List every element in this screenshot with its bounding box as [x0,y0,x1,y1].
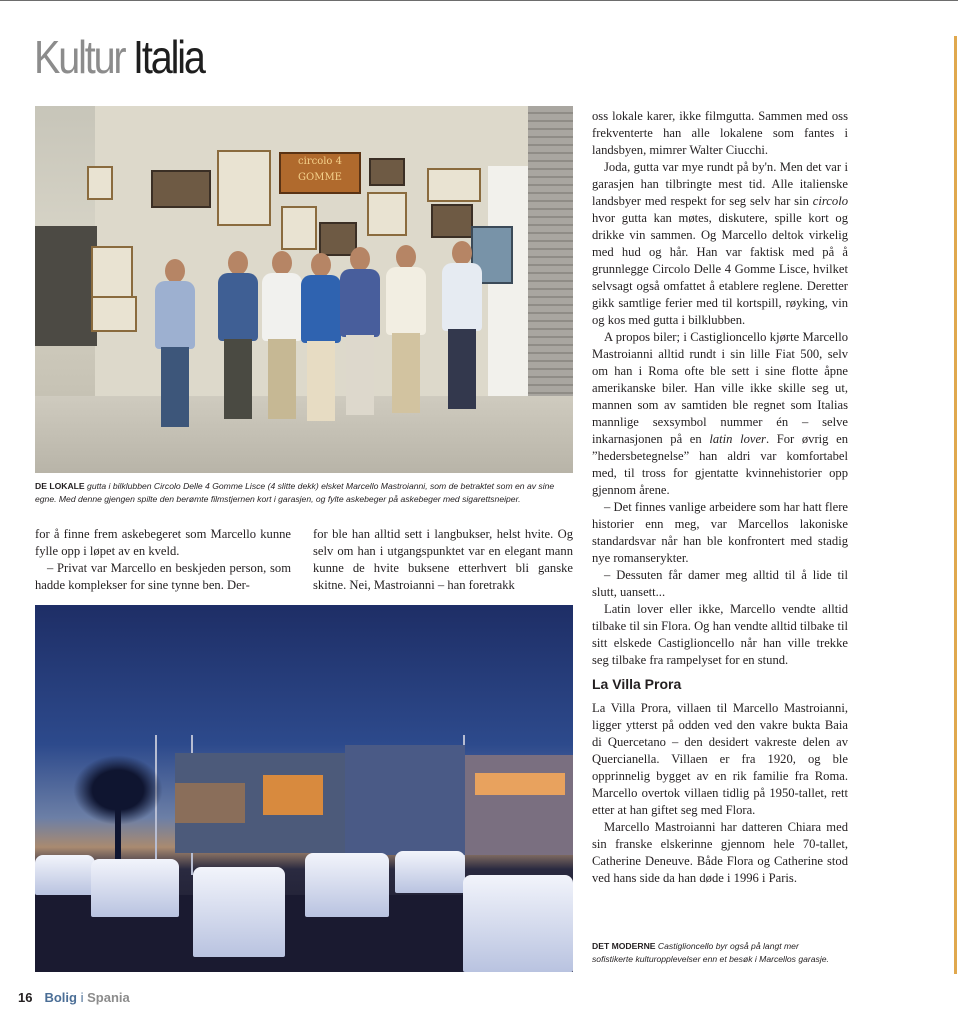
wall-picture [367,192,407,236]
page-edge-accent [954,36,957,974]
article-column-1 [35,526,291,594]
page-number: 16 [18,990,33,1005]
dining-table [91,859,179,917]
villa-building [465,755,573,855]
paragraph: for å finne frem askebegeret som Marcello kunne fylle opp i løpet av en kveld. [35,527,291,558]
section-label-light: Kultur [34,31,125,83]
magazine-name: Bolig [44,990,77,1005]
caption-text: gutta i bilklubben Circolo Delle 4 Gomme Lisce (4 slitte dekk) elsket Marcello Mastroianni, som de betraktet som en av sine egne. Med denne gjengen spilte den berømte filmstjernen kort i garasjen, og fylte askebeger på askebeger med sigarettsneiper. [35,481,555,504]
club-member [379,245,433,451]
caption-lead: DET MODERNE [592,941,656,951]
paragraph: La Villa Prora, villaen til Marcello Mastroianni, ligger ytterst på odden ved den vakre bukta Baia di Quercetano – den desidert vakreste delen av Quercianella. Villaen er fra 1920, og ble opprinnelig bygget av en rik familie fra Roma. Marcello overtok villaen tidlig på 1950-tallet, rett etter at han giftet seg med Flora. [592,701,848,817]
paragraph: Joda, gutta var mye rundt på by'n. Men det var i garasjen han tilbringte mest tid. Alle italienske landsbyer med respekt for seg selv har sin circolo hvor gutta kan møtes, diskutere, spille kort og drikke vin sammen. Og Marcello deltok virkelig med hud og hår. Han var faktisk med på å grunnlegge Circolo Delle 4 Gomme Lisce, hvilket selvsagt også omfattet å etablere reglene. Deretter gikk samtlige ferier med til kortspill, røyking, vin og kos med gutta i bilklubben. [592,160,848,327]
paragraph: – Privat var Marcello en beskjeden person, som hadde komplekser for sine tynne ben. Der- [35,561,291,592]
club-member [335,247,385,451]
dining-table [395,851,465,893]
photo2-caption [592,940,832,966]
paragraph: oss lokale karer, ikke filmgutta. Sammen med oss frekventerte han alle lokalene som fantes i landsbyen, mimrer Walter Ciucchi. [592,109,848,157]
club-member [433,241,491,451]
dining-table [35,855,95,895]
villa-section-body [592,700,848,887]
page-footer [18,990,130,1005]
photo-villa-evening-event [35,605,573,972]
wall-picture [369,158,405,186]
dining-table [193,867,285,957]
article-column-2 [313,526,573,594]
photo-car-club-garage [35,106,573,473]
caption-lead: DE LOKALE [35,481,85,491]
section-heading-villa: La Villa Prora [592,676,682,692]
magazine-name-secondary: Spania [87,990,130,1005]
paragraph: A propos biler; i Castiglioncello kjørte Marcello Mastroianni alltid rundt i sin lille Fiat 500, selv om han i Roma ofte ble sett i sine flotte åpne amerikanske biler. Han ville ikke skille seg ut, mannen som av samtiden ble regnet som Italias mannlige sexsymbol nummer én – selve inkarnasjonen på en latin lover. For øvrig en ”hedersbetegnelse” han aldri var komfortabel med, til tross for gjentatte kvinnehistorier opp gjennom årene. [592,330,848,497]
top-border [0,0,958,1]
garage-doorway [488,166,528,426]
paragraph: for ble han alltid sett i langbukser, helst hvite. Og selv om han i utgangspunktet var en elegant mann kunne de hvite buksene etterhvert bli ganske skitne. Nei, Mastroianni – han foretrakk [313,527,573,592]
wall-picture [281,206,317,250]
wall-picture [151,170,211,208]
paragraph: Latin lover eller ikke, Marcello vendte alltid tilbake til sin Flora. Og han vendte alltid tilbake til sitt elskede Castiglioncello når han ville trekke seg tilbake fra rampelyset for en stund. [592,602,848,667]
paragraph: – Dessuten får damer meg alltid til å lide til slutt, uansett... [592,568,848,599]
paragraph: – Det finnes vanlige arbeidere som har hatt flere historier enn meg, var Marcellos lakoniske standardsvar når han ble konfrontert med stadig nye romanserykter. [592,500,848,565]
section-label-bold: Italia [133,31,204,83]
wall-picture [91,296,137,332]
villa-building [345,745,465,855]
dining-table [463,875,573,972]
paragraph: Marcello Mastroianni har datteren Chiara med sin franske elskerinne gjennom hele 70-tallet, Catherine Deneuve. Både Flora og Catherine stod ved hans side da han døde i 1996 i Paris. [592,820,848,885]
wall-picture [91,246,133,298]
magazine-separator: i [80,990,84,1005]
wall-picture [217,150,271,226]
club-member [213,251,263,451]
article-column-3 [592,108,848,669]
wall-picture [87,166,113,200]
photo1-caption [35,480,573,506]
garage-left-board [35,226,97,346]
wall-picture [427,168,481,202]
section-header [34,30,204,84]
caption-text: Castiglioncello byr også på langt mer sofistikerte kulturopplevelser enn et besøk i Marcellos garasje. [592,941,829,964]
wall-picture [431,204,473,238]
dining-table [305,853,389,917]
club-member [147,259,203,451]
club-sign: circolo 4 GOMME [279,152,361,194]
